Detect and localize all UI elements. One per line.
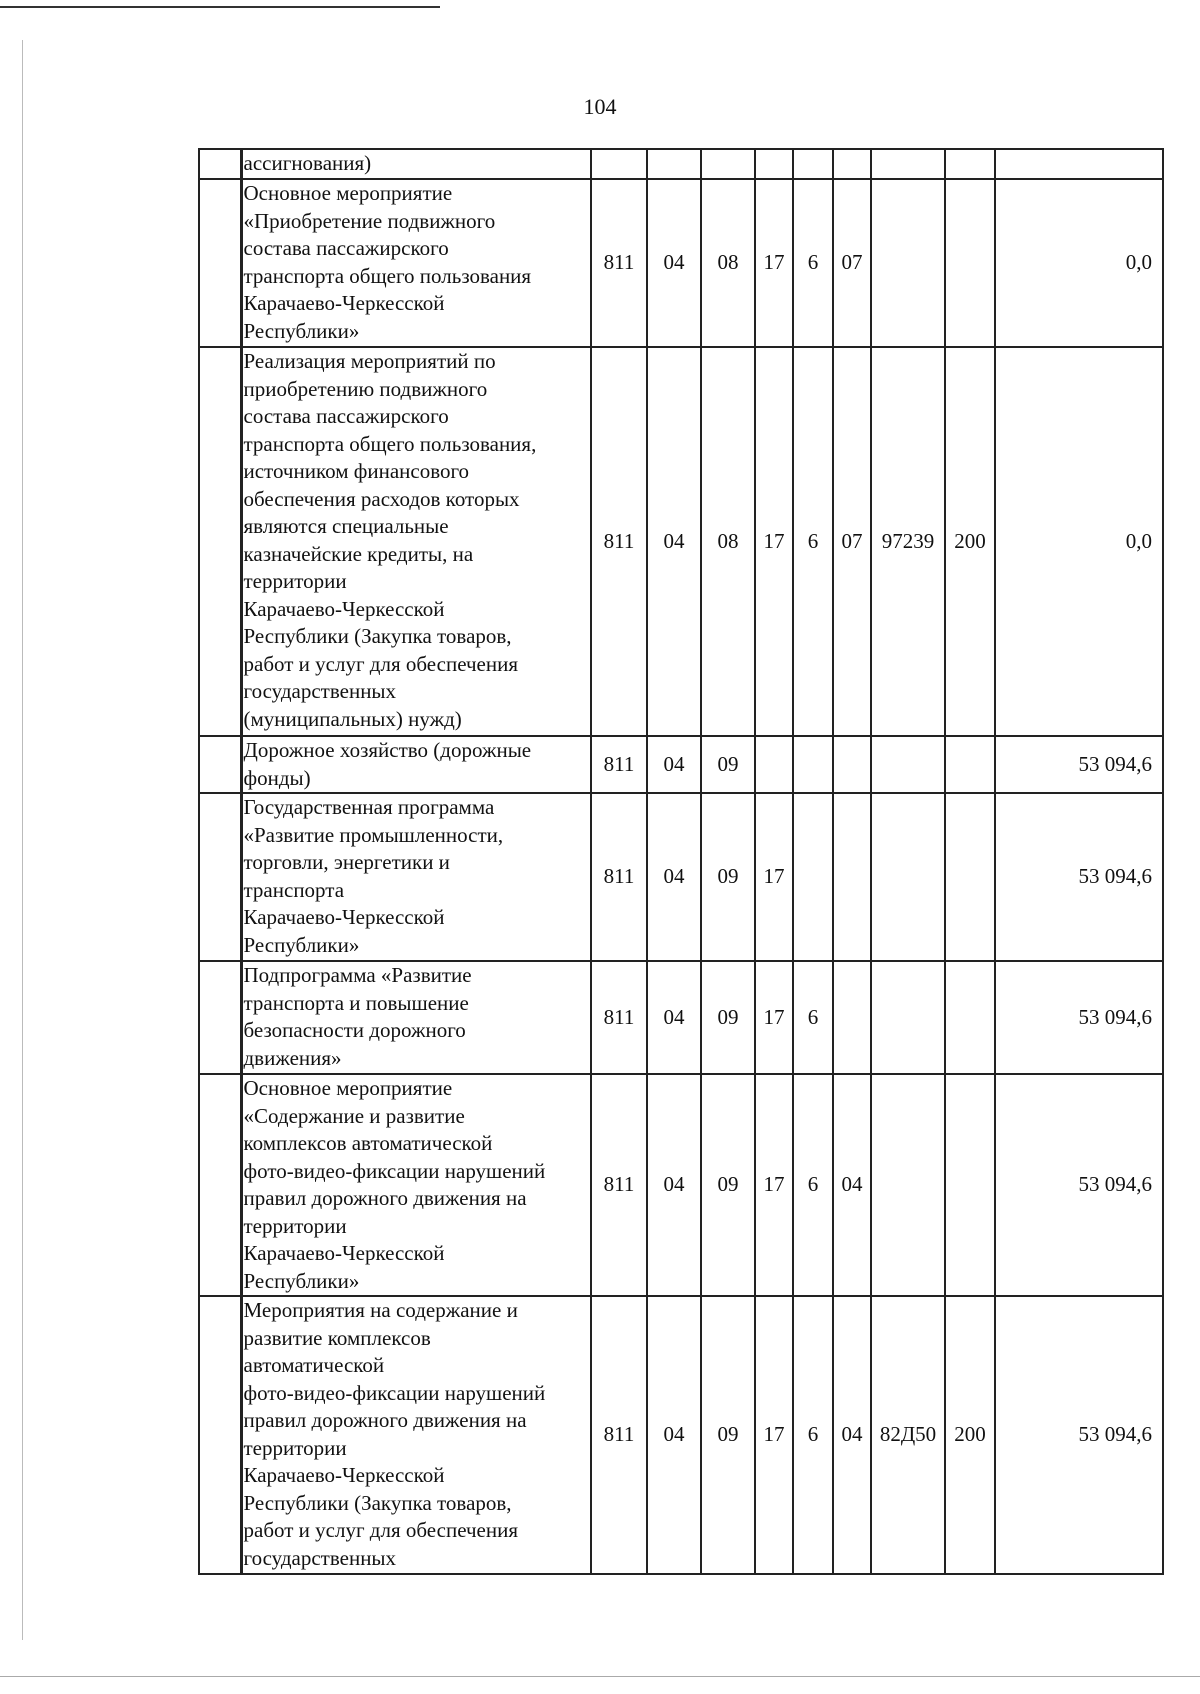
row-number-cell xyxy=(199,179,241,347)
item-name-cell xyxy=(241,1296,591,1574)
expense-type-cell xyxy=(945,179,995,347)
item-name-cell xyxy=(241,347,591,736)
subprogram-code-cell xyxy=(793,793,833,961)
measure-code-cell xyxy=(833,149,871,179)
section-code-cell: 04 xyxy=(647,1296,701,1574)
item-name: Основное мероприятие «Приобретение подвижного состава пассажирского транспорта общего пользования Карачаево-Черкесской Республики» xyxy=(243,181,532,343)
table-row xyxy=(199,961,1163,1074)
item-name-cell xyxy=(241,961,591,1074)
subsection-code-cell: 09 xyxy=(701,1074,755,1296)
direction-code-cell xyxy=(871,179,945,347)
row-number-cell xyxy=(199,736,241,793)
direction-code-cell xyxy=(871,736,945,793)
row-number-cell xyxy=(199,347,241,736)
subsection-code-cell: 09 xyxy=(701,1296,755,1574)
amount-cell: 0,0 xyxy=(995,179,1163,347)
row-number-cell xyxy=(199,1296,241,1574)
amount-cell: 53 094,6 xyxy=(995,1074,1163,1296)
table-row xyxy=(199,736,1163,793)
expense-type-cell xyxy=(945,961,995,1074)
measure-code-cell xyxy=(833,793,871,961)
admin-code-cell xyxy=(591,149,647,179)
admin-code-cell: 811 xyxy=(591,179,647,347)
program-code-cell: 17 xyxy=(755,1074,793,1296)
admin-code-cell: 811 xyxy=(591,1074,647,1296)
subsection-code-cell: 09 xyxy=(701,793,755,961)
amount-cell: 0,0 xyxy=(995,347,1163,736)
subprogram-code-cell: 6 xyxy=(793,179,833,347)
table-row xyxy=(199,149,1163,179)
program-code-cell: 17 xyxy=(755,347,793,736)
section-code-cell: 04 xyxy=(647,961,701,1074)
direction-code-cell: 82Д50 xyxy=(871,1296,945,1574)
subsection-code-cell: 08 xyxy=(701,347,755,736)
program-code-cell xyxy=(755,149,793,179)
item-name-cell xyxy=(241,179,591,347)
expense-type-cell: 200 xyxy=(945,347,995,736)
program-code-cell: 17 xyxy=(755,1296,793,1574)
row-number-cell xyxy=(199,961,241,1074)
expense-type-cell xyxy=(945,793,995,961)
item-name: Реализация мероприятий по приобретению подвижного состава пассажирского транспорта общего пользования, источником финансового обеспечения расходов которых являются специальные казначейские кредиты, на территории Карачаево-Черкесской Республики (Закупка товаров, работ и услуг для обеспечения государственных (муниципальных) нужд) xyxy=(243,349,537,731)
item-name: Государственная программа «Развитие промышленности, торговли, энергетики и транспорта Карачаево-Черкесской Республики» xyxy=(243,795,504,957)
item-name: ассигнования) xyxy=(243,151,372,175)
budget-table xyxy=(198,148,1164,1575)
admin-code-cell: 811 xyxy=(591,1296,647,1574)
section-code-cell: 04 xyxy=(647,736,701,793)
section-code-cell: 04 xyxy=(647,1074,701,1296)
direction-code-cell xyxy=(871,961,945,1074)
subprogram-code-cell: 6 xyxy=(793,347,833,736)
admin-code-cell: 811 xyxy=(591,961,647,1074)
subsection-code-cell: 09 xyxy=(701,736,755,793)
admin-code-cell: 811 xyxy=(591,347,647,736)
section-code-cell: 04 xyxy=(647,179,701,347)
subsection-code-cell xyxy=(701,149,755,179)
item-name-cell xyxy=(241,793,591,961)
subprogram-code-cell: 6 xyxy=(793,1074,833,1296)
table-row xyxy=(199,347,1163,736)
measure-code-cell: 07 xyxy=(833,347,871,736)
subsection-code-cell: 08 xyxy=(701,179,755,347)
direction-code-cell xyxy=(871,793,945,961)
section-code-cell: 04 xyxy=(647,793,701,961)
measure-code-cell: 04 xyxy=(833,1296,871,1574)
page-number: 104 xyxy=(583,94,617,119)
measure-code-cell xyxy=(833,736,871,793)
expense-type-cell: 200 xyxy=(945,1296,995,1574)
table-row xyxy=(199,1296,1163,1574)
expense-type-cell xyxy=(945,149,995,179)
admin-code-cell: 811 xyxy=(591,793,647,961)
direction-code-cell xyxy=(871,1074,945,1296)
amount-cell: 53 094,6 xyxy=(995,793,1163,961)
subprogram-code-cell: 6 xyxy=(793,961,833,1074)
amount-cell: 53 094,6 xyxy=(995,736,1163,793)
table-row xyxy=(199,1074,1163,1296)
item-name-cell xyxy=(241,149,591,179)
amount-cell: 53 094,6 xyxy=(995,1296,1163,1574)
expense-type-cell xyxy=(945,1074,995,1296)
program-code-cell xyxy=(755,736,793,793)
subprogram-code-cell: 6 xyxy=(793,1296,833,1574)
program-code-cell: 17 xyxy=(755,961,793,1074)
program-code-cell: 17 xyxy=(755,179,793,347)
row-number-cell xyxy=(199,149,241,179)
expense-type-cell xyxy=(945,736,995,793)
subprogram-code-cell xyxy=(793,736,833,793)
measure-code-cell: 04 xyxy=(833,1074,871,1296)
item-name: Мероприятия на содержание и развитие комплексов автоматической фото-видео-фиксации нарушений правил дорожного движения на территории Карачаево-Черкесской Республики (Закупка товаров, работ и услуг для обеспечения государственных xyxy=(243,1298,546,1570)
subsection-code-cell: 09 xyxy=(701,961,755,1074)
row-number-cell xyxy=(199,793,241,961)
amount-cell xyxy=(995,149,1163,179)
item-name-cell xyxy=(241,736,591,793)
admin-code-cell: 811 xyxy=(591,736,647,793)
direction-code-cell: 97239 xyxy=(871,347,945,736)
row-number-cell xyxy=(199,1074,241,1296)
section-code-cell: 04 xyxy=(647,347,701,736)
item-name-cell xyxy=(241,1074,591,1296)
scan-edge-bottom xyxy=(0,1676,1200,1677)
table-row xyxy=(199,179,1163,347)
table-row xyxy=(199,793,1163,961)
item-name: Основное мероприятие «Содержание и развитие комплексов автоматической фото-видео-фиксации нарушений правил дорожного движения на территории Карачаево-Черкесской Республики» xyxy=(243,1076,546,1293)
item-name: Дорожное хозяйство (дорожные фонды) xyxy=(243,738,532,790)
measure-code-cell xyxy=(833,961,871,1074)
measure-code-cell: 07 xyxy=(833,179,871,347)
section-code-cell xyxy=(647,149,701,179)
scan-edge-top xyxy=(0,6,440,8)
program-code-cell: 17 xyxy=(755,793,793,961)
item-name: Подпрограмма «Развитие транспорта и повышение безопасности дорожного движения» xyxy=(243,963,472,1070)
scan-edge-left xyxy=(22,40,23,1640)
amount-cell: 53 094,6 xyxy=(995,961,1163,1074)
subprogram-code-cell xyxy=(793,149,833,179)
direction-code-cell xyxy=(871,149,945,179)
